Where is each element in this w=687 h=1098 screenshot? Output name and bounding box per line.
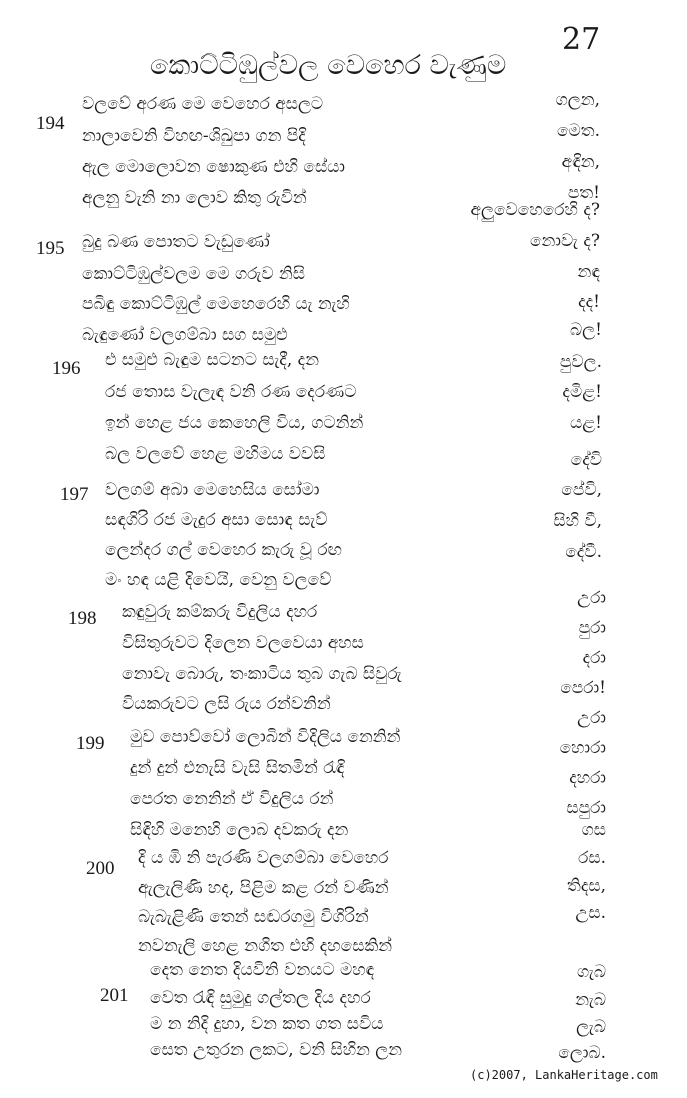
rhyme-word: සපුරා [566,798,606,818]
rhyme-word: පත! [567,183,600,203]
verse-line: ම න නිදි දුහා, වන කත ගත සවිය [150,1014,384,1034]
rhyme-word: ගලන, [555,90,600,110]
rhyme-word: දේවි [570,450,602,470]
rhyme-word: යළ! [569,413,602,433]
verse-line: ලෙන්දර ගල් වෙහෙර කැරු වූ රඟ [105,540,342,560]
rhyme-word: පේවි, [561,480,602,500]
verse-line: පෙරත නෙනින් ඒ විදුලිය රන් [130,789,334,809]
verse-line: වලවේ අරණ මෙ වෙහෙර අසලට [82,94,324,114]
rhyme-word: ලොබ. [558,1043,606,1063]
verse-line: බුදු බණ පොතට වැඩුණෝ [82,232,270,252]
rhyme-word: පුවල. [559,352,602,372]
rhyme-word: සිහි වී, [553,511,602,531]
verse-line: කොට්ටිඹුල්වලම මෙ ගරුව නිසි [82,264,306,284]
rhyme-word: පෙරා! [560,678,606,698]
verse-line: මුව පොව්වෝ ලොබින් විදිලිය නෙනින් [130,727,401,747]
verse-line: නවනැලි හෙළ නගිත එහි දහසෙකින් [138,936,393,956]
rhyme-word: දරා [582,648,606,668]
rhyme-word: හොරා [559,738,606,758]
verse-number: 196 [52,358,81,379]
verse-line: අලනු වැනි නා ලොව කිතු රුවින් [82,188,307,208]
verse-number: 197 [60,484,89,505]
rhyme-word: දේවී. [565,542,602,562]
verse-line: මං හඳ යළි දිවෙයි, වෙනු වලවේ [105,570,332,590]
rhyme-word: ලැබ [576,1017,606,1037]
verse-line: එ සමුළු බැඳුම සටනට සැදී, දන [105,350,320,370]
verse-line: නාලාවෙනි විහඟ-ශිඛුපා ගන පිදි [82,126,306,146]
verse-line: දෙත නෙත දියවිනි වනයට මහඳ [150,960,375,980]
verse-line: රජ තොස වැලැඳ වනි රණ දෙරණට [105,382,357,402]
verse-line: ඇල මොලොවන ෂොකුණ එහි සේයා [82,157,345,177]
verse-line: වෙත රැඳි සුමුදු ගල්තල දිය දහර [150,988,371,1008]
verse-line: වලගම් අබා මෙහෙසිය සෝමා [105,480,320,500]
rhyme-word: උරා [577,588,606,608]
rhyme-word: දහරා [569,768,606,788]
verse-line: සඳගිරි රජ මැදුර අසා සොඳ සැව් [105,510,328,530]
rhyme-word: ගැබ [576,962,606,982]
verse-line: ඇලැලිණි හද, පිළිම කළ රන් වණින් [138,878,389,898]
rhyme-word: නොවැ ද? [529,231,600,251]
rhyme-word: ගස [581,820,606,840]
verse-line: කඳුවුරු කම්කරු විදුලිය දහර [122,602,318,622]
rhyme-word: බල! [570,320,602,340]
rhyme-word: උස. [575,903,606,923]
verse-number: 199 [76,733,105,754]
verse-line: බල වලවේ හෙළ මහිමය වවසි [105,444,326,464]
verse-line: බැබැළිණි තෙන් සඬරගමු විගිරින් [138,907,369,927]
verse-number: 200 [86,858,115,879]
verse-number: 198 [68,608,97,629]
rhyme-word: මෙත. [556,121,600,141]
verse-line: සෙත උතුරන ලකට, වනි සිහින ලන [150,1040,403,1060]
verse-line: ඉන් හෙළ ජය කෙහෙලි විය, ගටනින් [105,413,364,433]
verse-line: දි ය ඹි නි පැරණි වලගම්බා වෙහෙර [138,848,389,868]
copyright-footer: (c)2007, LankaHeritage.com [470,1068,658,1082]
rhyme-word: රස. [578,848,606,868]
page-number: 27 [562,22,601,57]
verse-line: නොවැ බොරු, තංකාටිය තුබ ගැබ සිවුරු [122,664,402,684]
rhyme-word: උරා [577,708,606,728]
verse-line: සිඳිහි මනෙහි ලොබ දවකරු දන [130,820,349,840]
rhyme-word: තිදස, [567,876,606,896]
rhyme-word: අලුවෙහෙරෙහි ද? [470,200,600,220]
verse-number: 201 [100,985,129,1006]
rhyme-word: පුරා [578,618,606,638]
verse-line: විසිතුරුවට දිලෙන වලවෙයා අහස [122,633,364,653]
rhyme-word: දමිළ! [562,382,602,402]
verse-line: වියකරුවට ලසි රුය රන්වනින් [122,694,331,714]
verse-line: පබිඳු කොට්ටිඹුල් මෙහෙරෙහි යැ නැහි [82,294,350,314]
rhyme-word: දද! [578,292,600,312]
page-title: කොට්ටිඹුල්වල වෙහෙර වැණුම [150,50,507,81]
verse-number: 194 [36,113,65,134]
verse-line: බැඳුණෝ වලගම්බා සග සමුළු [82,325,288,345]
verse-line: දුන් දුන් එනැසි වැසි සිතමින් රැඳි [130,758,345,778]
verse-number: 195 [36,238,65,259]
rhyme-word: නඳ [577,262,600,282]
rhyme-word: අඳින, [561,152,600,172]
rhyme-word: නැබ [575,990,606,1010]
